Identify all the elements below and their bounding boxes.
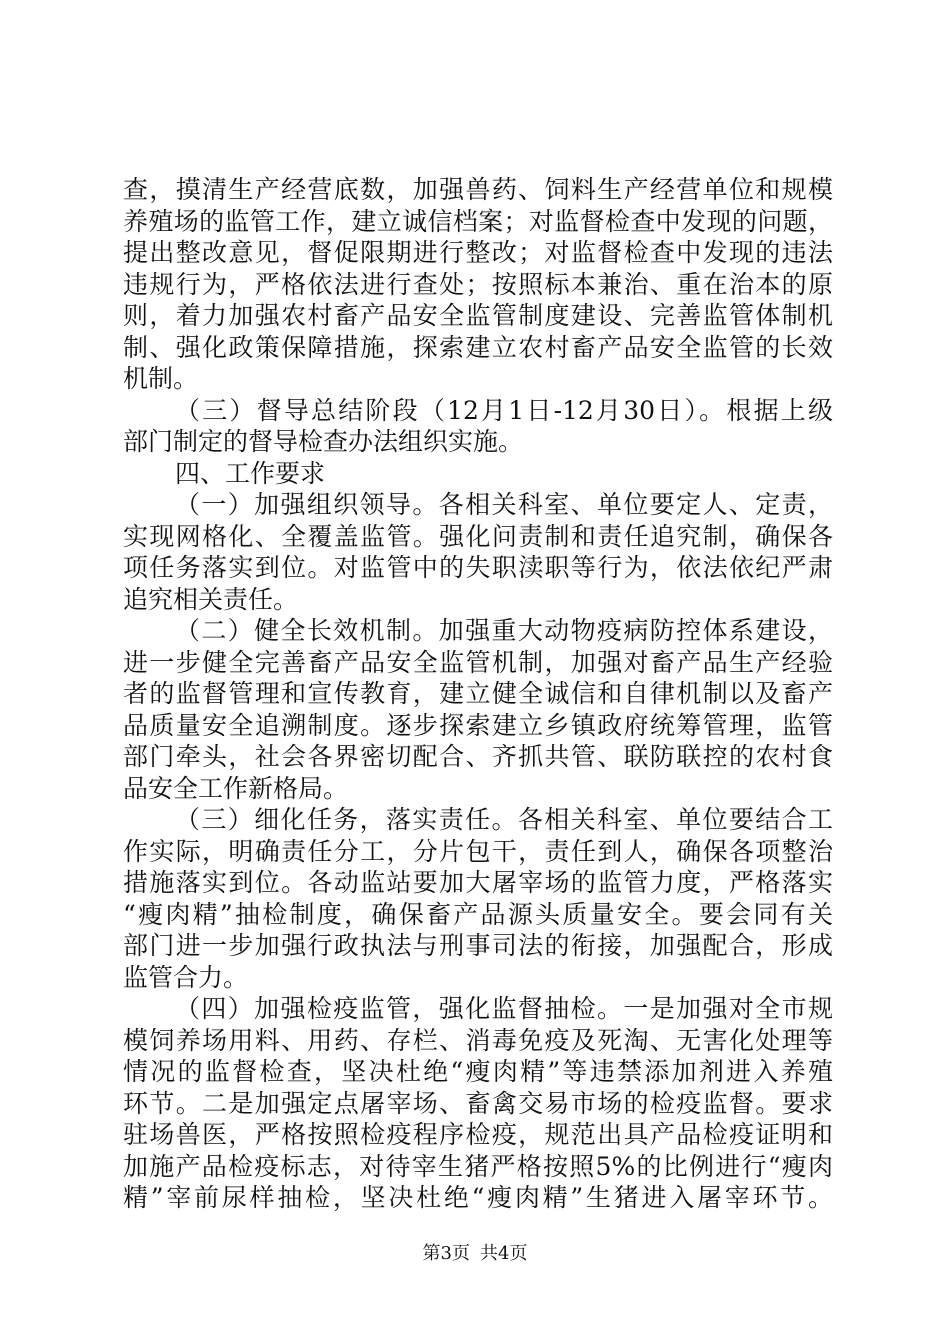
text-line: 项任务落实到位。对监管中的失职渎职等行为，依法依纪严肃 [123, 553, 833, 582]
text-line: 违规行为，严格依法进行查处；按照标本兼治、重在治本的原 [123, 269, 833, 299]
text-line: 部门进一步加强行政执法与刑事司法的衔接，加强配合，形成 [123, 931, 833, 960]
text-line: 机制。 [123, 364, 199, 393]
page-footer [0, 1243, 950, 1265]
text-line: 部门牵头，社会各界密切配合、齐抓共管、联防联控的农村食 [123, 742, 833, 771]
text-line: （一）加强组织领导。各相关科室、单位要定人、定责， [175, 490, 833, 519]
text-line: 制、强化政策保障措施，探索建立农村畜产品安全监管的长效 [123, 332, 833, 362]
text-line: （四）加强检疫监管，强化监督抽检。一是加强对全市规 [175, 994, 833, 1023]
text-line: 提出整改意见，督促限期进行整改；对监督检查中发现的违法 [123, 238, 833, 267]
text-line: 养殖场的监管工作，建立诚信档案；对监督检查中发现的问题， [123, 206, 833, 236]
text-line: 加施产品检疫标志，对待宰生猪严格按照5%的比例进行“瘦肉 [123, 1151, 833, 1181]
text-line: 四、工作要求 [175, 458, 326, 488]
text-line: 作实际，明确责任分工，分片包干，责任到人，确保各项整治 [123, 836, 833, 866]
text-line: 者的监督管理和宣传教育，建立健全诚信和自律机制以及畜产 [123, 679, 833, 708]
text-line: 实现网格化、全覆盖监管。强化问责制和责任追究制，确保各 [123, 521, 833, 551]
text-line: 部门制定的督导检查办法组织实施。 [123, 427, 524, 456]
text-line: 精”宰前尿样抽检，坚决杜绝“瘦肉精”生猪进入屠宰环节。 [123, 1183, 833, 1212]
text-line: 进一步健全完善畜产品安全监管机制，加强对畜产品生产经验 [123, 647, 833, 677]
text-line: 驻场兽医，严格按照检疫程序检疫，规范出具产品检疫证明和 [123, 1120, 833, 1149]
text-line: （二）健全长效机制。加强重大动物疫病防控体系建设， [175, 616, 833, 645]
text-line: 品安全工作新格局。 [123, 773, 349, 803]
text-line: 模饲养场用料、用药、存栏、消毒免疫及死淘、无害化处理等 [123, 1025, 833, 1055]
text-line: 监管合力。 [123, 962, 249, 992]
text-line: （三）督导总结阶段（12月1日-12月30日）。根据上级 [175, 395, 833, 425]
text-line: 追究相关责任。 [123, 584, 299, 614]
text-line: 则，着力加强农村畜产品安全监管制度建设、完善监管体制机 [123, 301, 833, 330]
text-line: （三）细化任务，落实责任。各相关科室、单位要结合工 [175, 805, 833, 834]
text-line: 措施落实到位。各动监站要加大屠宰场的监管力度，严格落实 [123, 868, 833, 897]
text-line: 查，摸清生产经营底数，加强兽药、饲料生产经营单位和规模 [123, 175, 833, 204]
text-line: 情况的监督检查，坚决杜绝“瘦肉精”等违禁添加剂进入养殖 [123, 1057, 833, 1086]
page-total: 共4页 [480, 1243, 528, 1264]
text-line: “瘦肉精”抽检制度，确保畜产品源头质量安全。要会同有关 [123, 899, 833, 929]
page-number: 第3页 [422, 1243, 470, 1264]
text-line: 环节。二是加强定点屠宰场、畜禽交易市场的检疫监督。要求 [123, 1088, 833, 1118]
document-body [123, 174, 833, 1214]
text-line: 品质量安全追溯制度。逐步探索建立乡镇政府统筹管理，监管 [123, 710, 833, 740]
